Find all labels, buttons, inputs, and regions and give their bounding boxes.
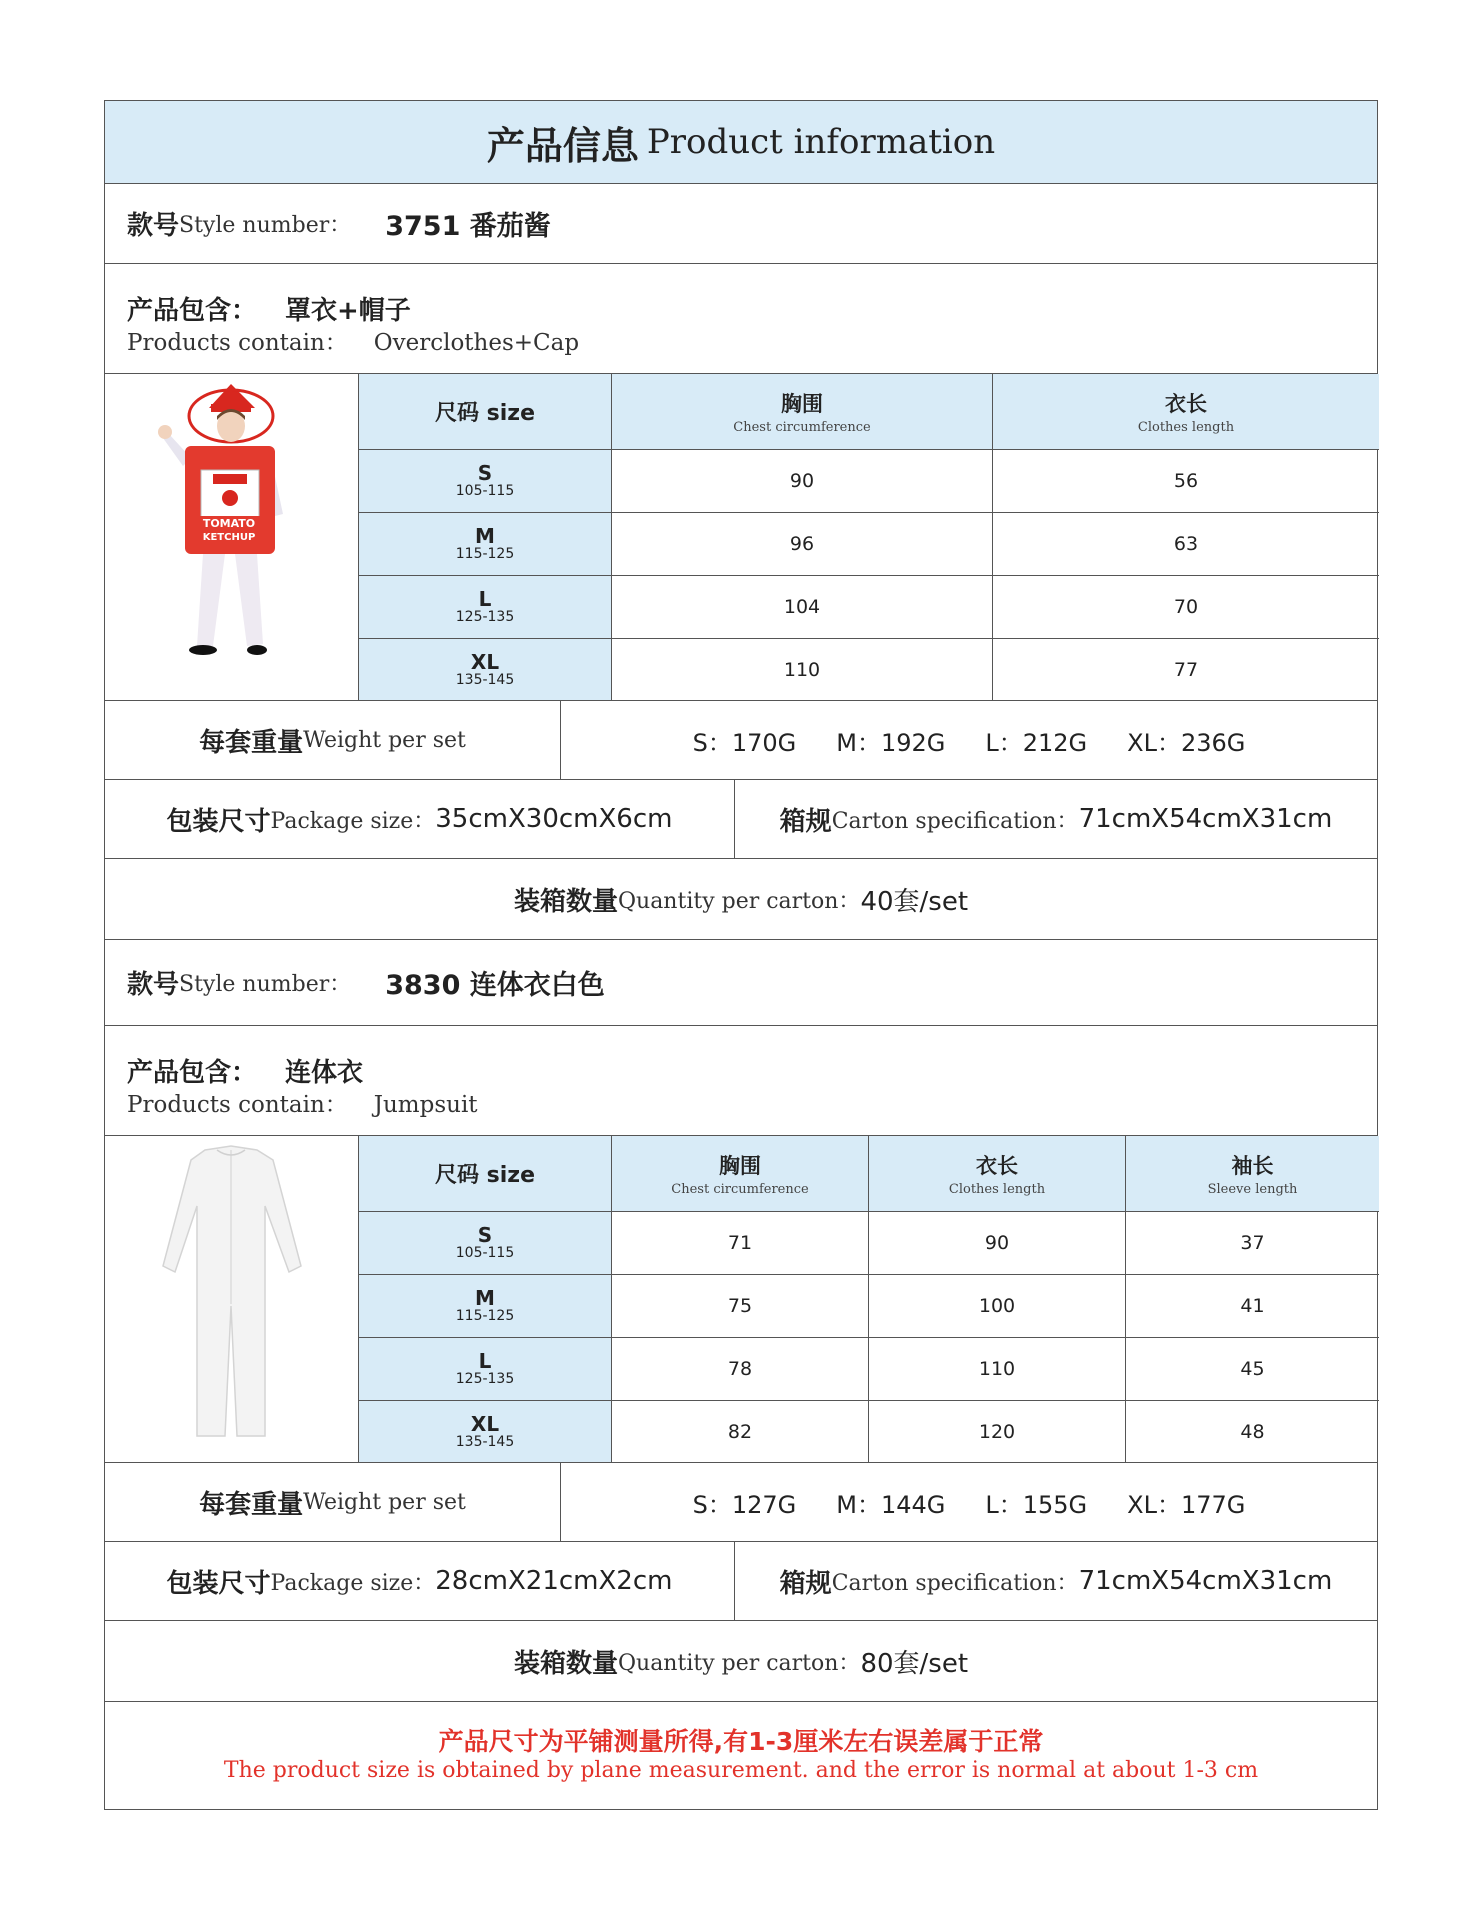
header-clothes-length: 衣长 Clothes length xyxy=(869,1136,1126,1211)
table-row xyxy=(359,1337,1380,1400)
weight-l: L：212G xyxy=(985,728,1088,757)
value-cell: 48 xyxy=(1126,1400,1380,1463)
table-row xyxy=(359,1400,1380,1463)
size-table-1 xyxy=(358,374,1379,701)
value-cell: 104 xyxy=(612,575,993,638)
package-label-en: Package size： xyxy=(270,808,436,834)
package-label-en: Package size： xyxy=(270,1570,436,1596)
style-label-cn: 款号 xyxy=(127,211,180,241)
products-contain-row-2 xyxy=(105,1025,1377,1135)
size-cell: S 105-115 xyxy=(359,449,612,512)
value-cell: 56 xyxy=(993,449,1380,512)
size-cell: M 115-125 xyxy=(359,512,612,575)
style-value: 3830 连体衣白色 xyxy=(385,970,605,1001)
note-cn: 产品尺寸为平铺测量所得,有1-3厘米左右误差属于正常 xyxy=(438,1727,1044,1756)
header-size: 尺码 size xyxy=(359,1136,612,1211)
value-cell: 90 xyxy=(869,1211,1126,1274)
weight-m: M：144G xyxy=(836,1490,946,1519)
value-cell: 110 xyxy=(869,1337,1126,1400)
table-row xyxy=(359,512,1380,575)
value-cell: 37 xyxy=(1126,1211,1380,1274)
value-cell: 90 xyxy=(612,449,993,512)
value-cell: 75 xyxy=(612,1274,869,1337)
weight-xl: XL：236G xyxy=(1127,728,1246,757)
carton-label-cn: 箱规 xyxy=(779,806,832,837)
contain-label-cn: 产品包含： xyxy=(127,1058,258,1088)
weight-label-cn: 每套重量 xyxy=(199,727,304,758)
value-cell: 96 xyxy=(612,512,993,575)
size-cell: L 125-135 xyxy=(359,575,612,638)
carton-value: 71cmX54cmX31cm xyxy=(1078,804,1333,834)
style-value: 3751 番茄酱 xyxy=(385,211,551,242)
note-en: The product size is obtained by plane measurement. and the error is normal at about 1-3 cm xyxy=(223,1758,1259,1783)
package-value: 35cmX30cmX6cm xyxy=(435,804,673,834)
contain-value-cn: 连体衣 xyxy=(285,1058,364,1088)
package-row-1 xyxy=(105,779,1377,858)
weight-l: L：155G xyxy=(985,1490,1088,1519)
qty-label-cn: 装箱数量 xyxy=(513,1648,618,1679)
sheet-title xyxy=(105,101,1377,183)
package-label-cn: 包装尺寸 xyxy=(166,806,271,837)
carton-label-en: Carton specification： xyxy=(831,1570,1079,1596)
header-sleeve-length: 袖长 Sleeve length xyxy=(1126,1136,1380,1211)
weight-xl: XL：177G xyxy=(1127,1490,1246,1519)
jumpsuit-shape xyxy=(163,1146,301,1436)
qty-label-en: Quantity per carton： xyxy=(617,1650,861,1676)
header-size: 尺码 size xyxy=(359,374,612,449)
table-row xyxy=(359,638,1380,701)
weight-row-2 xyxy=(105,1462,1377,1541)
carton-value: 71cmX54cmX31cm xyxy=(1078,1566,1333,1596)
white-jumpsuit-photo xyxy=(105,1136,358,1462)
weight-s: S：170G xyxy=(692,728,797,757)
size-cell: XL 135-145 xyxy=(359,1400,612,1463)
style-label-cn: 款号 xyxy=(127,970,180,1000)
title-cn: 产品信息 xyxy=(486,123,639,168)
size-table-2 xyxy=(358,1136,1379,1463)
style-label-en: Style number： xyxy=(179,213,352,238)
quantity-row-2 xyxy=(105,1620,1377,1701)
size-cell: L 125-135 xyxy=(359,1337,612,1400)
contain-label-en: Products contain： xyxy=(127,330,348,356)
contain-value-en: Overclothes+Cap xyxy=(373,330,580,356)
value-cell: 110 xyxy=(612,638,993,701)
contain-label-en: Products contain： xyxy=(127,1092,348,1118)
value-cell: 77 xyxy=(993,638,1380,701)
qty-value: 40套/set xyxy=(860,886,969,917)
quantity-row-1 xyxy=(105,858,1377,939)
style-number-row-1 xyxy=(105,183,1377,263)
style-label-en: Style number： xyxy=(179,972,352,997)
carton-label-en: Carton specification： xyxy=(831,808,1079,834)
product-info-sheet xyxy=(104,100,1378,1810)
value-cell: 63 xyxy=(993,512,1380,575)
value-cell: 70 xyxy=(993,575,1380,638)
table-row xyxy=(359,449,1380,512)
weight-label-en: Weight per set xyxy=(303,727,466,753)
products-contain-row-1 xyxy=(105,263,1377,373)
value-cell: 71 xyxy=(612,1211,869,1274)
value-cell: 41 xyxy=(1126,1274,1380,1337)
value-cell: 78 xyxy=(612,1337,869,1400)
weight-label-en: Weight per set xyxy=(303,1489,466,1515)
weight-s: S：127G xyxy=(692,1490,797,1519)
label-line-1: TOMATO xyxy=(202,517,256,530)
contain-value-en: Jumpsuit xyxy=(373,1092,478,1118)
value-cell: 82 xyxy=(612,1400,869,1463)
size-area-2 xyxy=(105,1135,1377,1462)
weight-m: M：192G xyxy=(836,728,946,757)
header-chest: 胸围 Chest circumference xyxy=(612,374,993,449)
value-cell: 100 xyxy=(869,1274,1126,1337)
value-cell: 45 xyxy=(1126,1337,1380,1400)
package-row-2 xyxy=(105,1541,1377,1620)
size-area-1 xyxy=(105,373,1377,700)
weight-row-1 xyxy=(105,700,1377,779)
size-cell: S 105-115 xyxy=(359,1211,612,1274)
style-number-row-2 xyxy=(105,939,1377,1025)
size-cell: XL 135-145 xyxy=(359,638,612,701)
qty-label-cn: 装箱数量 xyxy=(513,886,618,917)
header-clothes-length: 衣长 Clothes length xyxy=(993,374,1380,449)
qty-value: 80套/set xyxy=(860,1648,969,1679)
title-en: Product information xyxy=(646,122,996,162)
qty-label-en: Quantity per carton： xyxy=(617,888,861,914)
table-row xyxy=(359,575,1380,638)
value-cell: 120 xyxy=(869,1400,1126,1463)
table-row xyxy=(359,1211,1380,1274)
ketchup-costume-photo xyxy=(105,374,358,700)
package-value: 28cmX21cmX2cm xyxy=(435,1566,673,1596)
measurement-note xyxy=(105,1701,1377,1809)
weight-label-cn: 每套重量 xyxy=(199,1489,304,1520)
package-label-cn: 包装尺寸 xyxy=(166,1568,271,1599)
contain-label-cn: 产品包含： xyxy=(127,296,258,326)
label-line-2: KETCHUP xyxy=(202,532,256,543)
carton-label-cn: 箱规 xyxy=(779,1568,832,1599)
size-cell: M 115-125 xyxy=(359,1274,612,1337)
header-chest: 胸围 Chest circumference xyxy=(612,1136,869,1211)
contain-value-cn: 罩衣+帽子 xyxy=(285,296,411,326)
table-row xyxy=(359,1274,1380,1337)
